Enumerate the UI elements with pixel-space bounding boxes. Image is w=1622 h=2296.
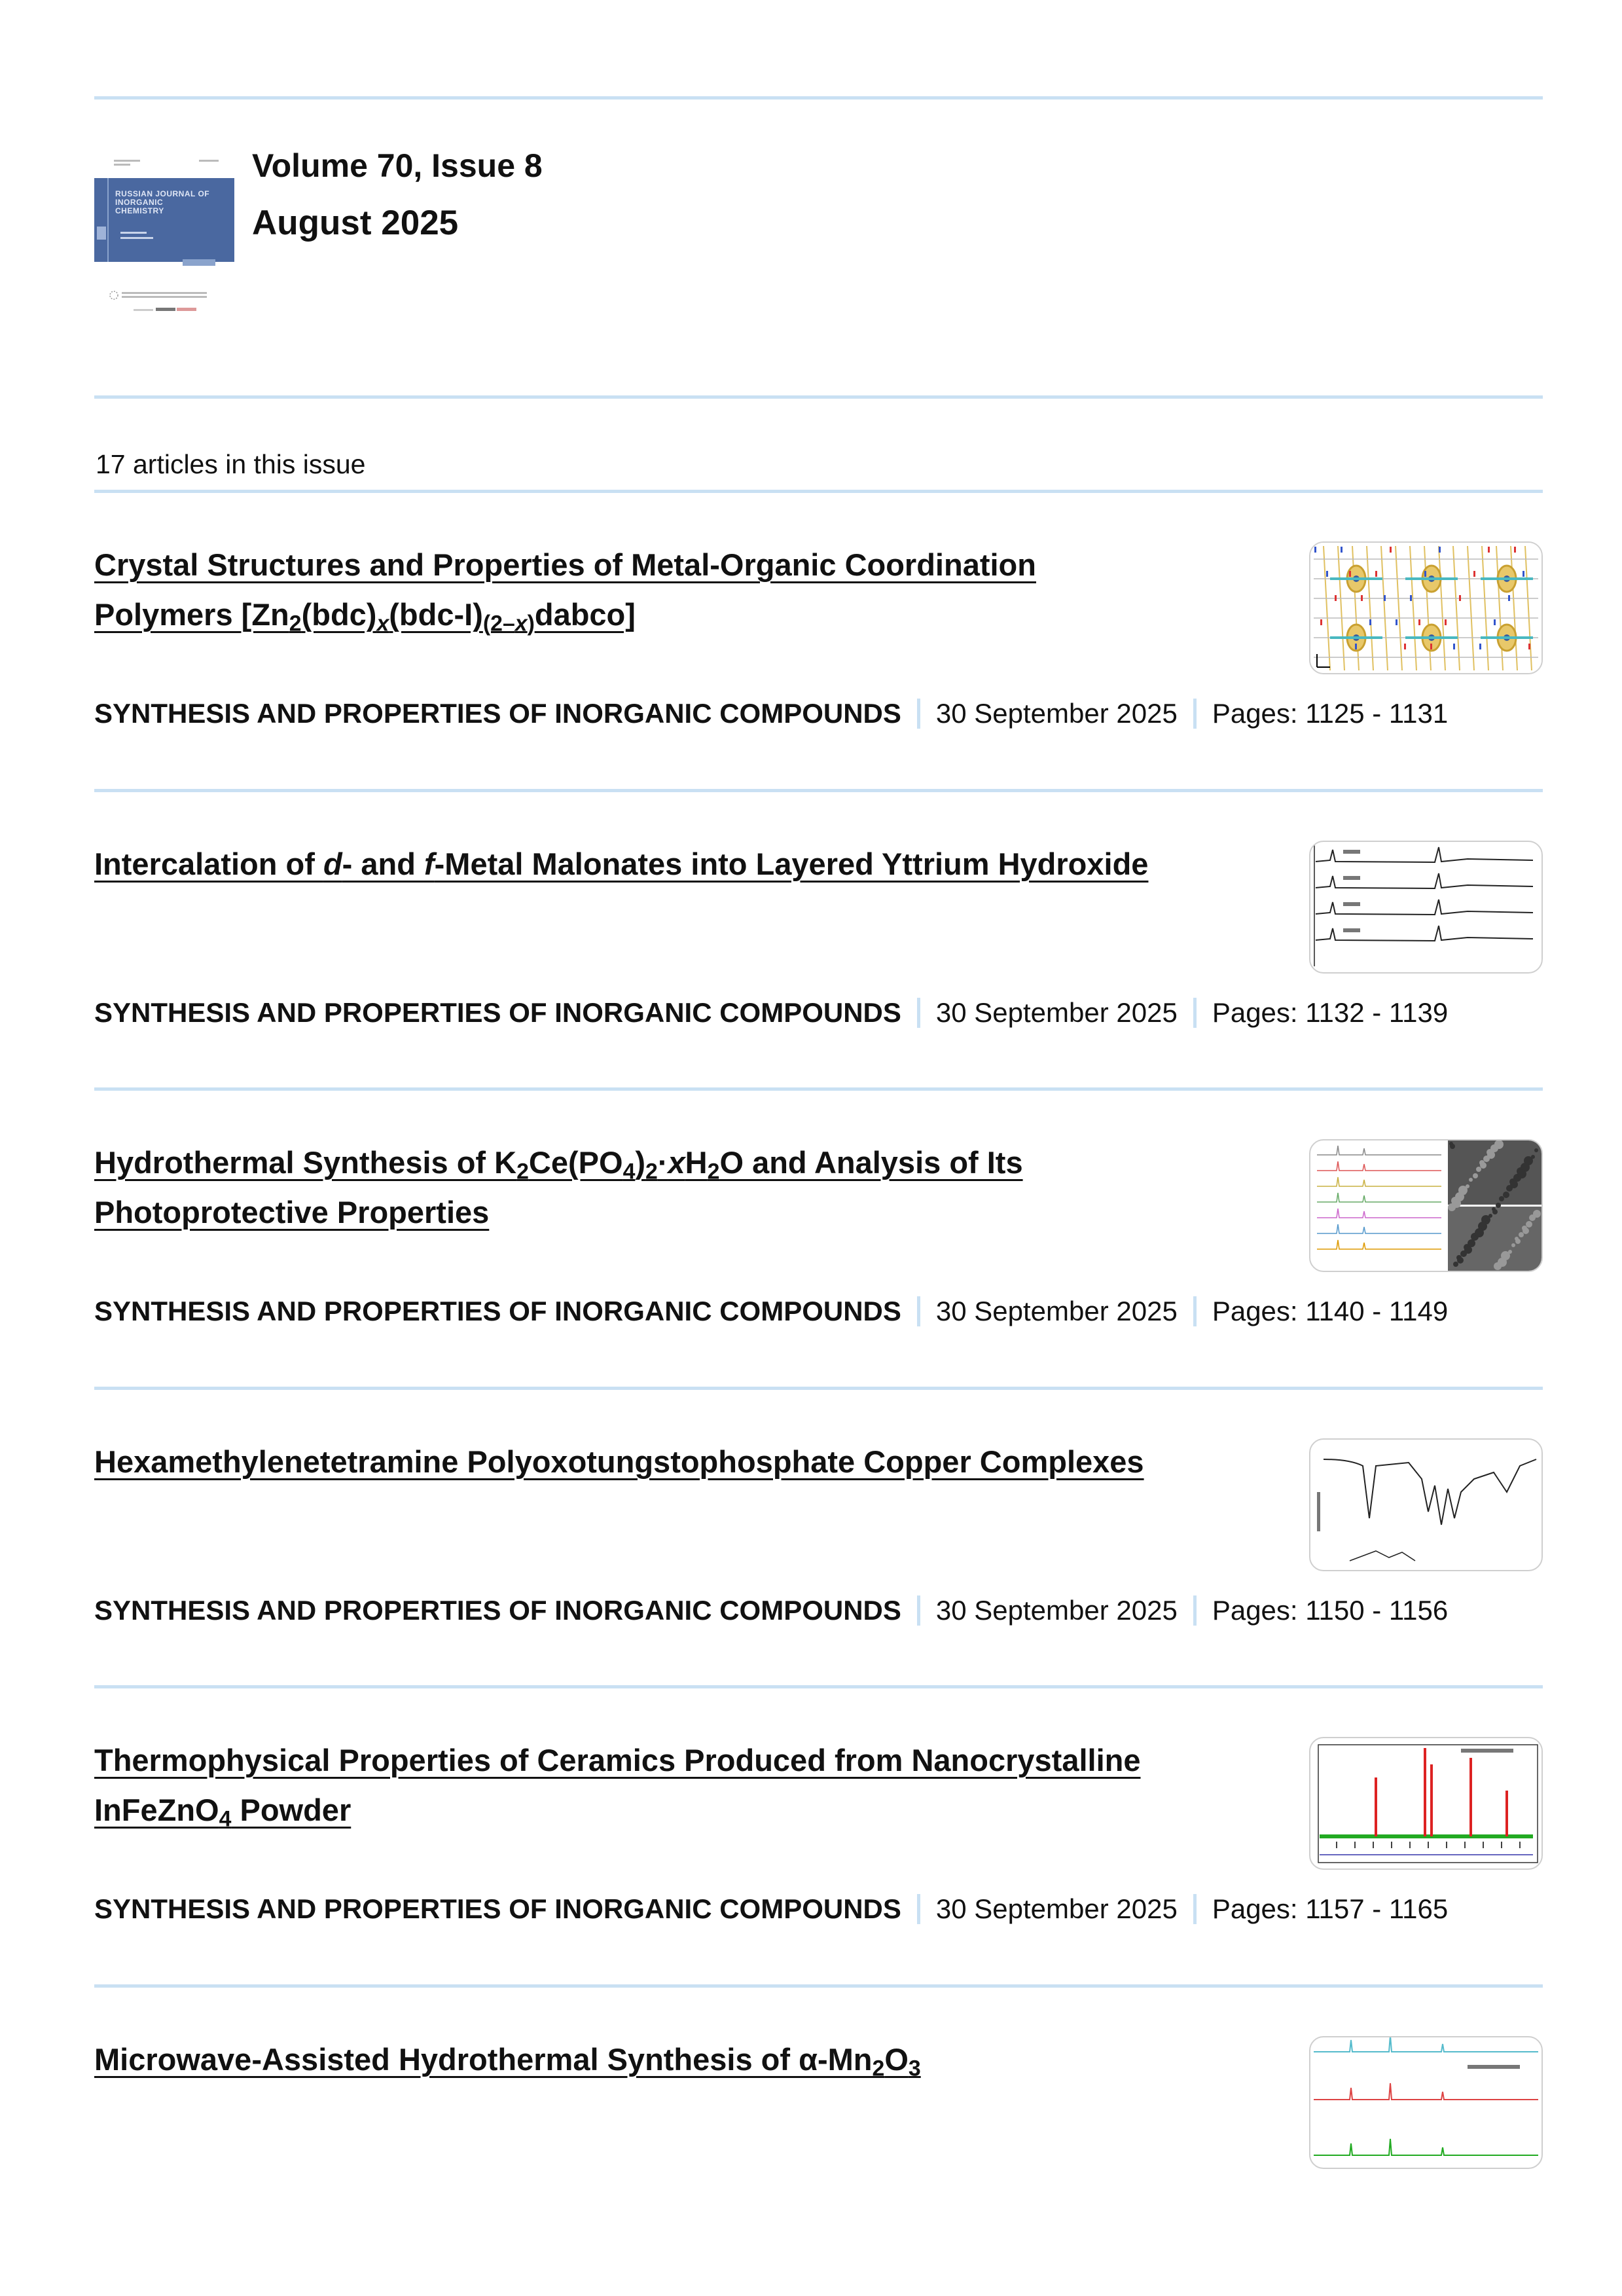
article-thumbnail-rietveld[interactable]	[1309, 1737, 1543, 1870]
article-category: SYNTHESIS AND PROPERTIES OF INORGANIC COMPOUNDS	[94, 996, 901, 1028]
article-title-link[interactable]: InFeZnO$_4$ Powder	[94, 1793, 351, 1832]
title-formula-part: 4	[622, 1159, 636, 1184]
header-divider	[94, 395, 1543, 399]
article-title-line	[94, 2035, 921, 2085]
meta-separator	[1193, 998, 1197, 1028]
article-meta	[94, 1595, 1448, 1626]
article-title	[94, 839, 1148, 889]
title-formula-part: 2	[516, 1159, 529, 1184]
article-meta	[94, 1296, 1448, 1327]
article-date: 30 September 2025	[935, 1594, 1178, 1626]
article-pages: Pages: 1125 - 1131	[1212, 698, 1449, 729]
meta-separator	[917, 699, 920, 729]
article-thumbnail-ir-spectrum[interactable]	[1309, 1438, 1543, 1571]
title-formula-part: f	[424, 846, 435, 881]
article-item	[94, 789, 1543, 1088]
article-date: 30 September 2025	[935, 698, 1178, 729]
article-title	[94, 2035, 921, 2085]
title-formula-part: x	[376, 611, 389, 636]
title-formula-part: 2	[289, 611, 302, 636]
title-formula-part: 2	[645, 1159, 658, 1184]
article-meta	[94, 1893, 1448, 1925]
article-category: SYNTHESIS AND PROPERTIES OF INORGANIC COMPOUNDS	[94, 1594, 901, 1626]
title-formula-part: 2	[872, 2055, 885, 2081]
meta-separator	[1193, 1296, 1197, 1326]
meta-separator	[917, 1595, 920, 1626]
article-title-line	[94, 540, 1036, 590]
article-pages: Pages: 1132 - 1139	[1212, 996, 1449, 1028]
title-formula-part: x	[514, 611, 528, 636]
article-title-line	[94, 839, 1148, 889]
article-divider	[94, 1087, 1543, 1091]
article-date: 30 September 2025	[935, 996, 1178, 1028]
article-pages: Pages: 1157 - 1165	[1212, 1893, 1449, 1924]
article-title-link[interactable]: Crystal Structures and Properties of Metal-Organic Coordination	[94, 547, 1036, 582]
meta-separator	[917, 1296, 920, 1326]
article-date: 30 September 2025	[935, 1893, 1178, 1924]
title-formula-part: x	[668, 1145, 685, 1180]
article-divider	[94, 1984, 1543, 1988]
journal-cover-image[interactable]	[94, 155, 234, 331]
article-title-line	[94, 590, 1036, 640]
title-formula-part: )	[527, 611, 535, 636]
article-pages: Pages: 1140 - 1149	[1212, 1296, 1449, 1326]
article-thumbnail-xrd-stack[interactable]	[1309, 841, 1543, 974]
article-title-line	[94, 1188, 1023, 1237]
article-item	[94, 1387, 1543, 1686]
article-title-line	[94, 1138, 1023, 1188]
article-thumbnail-xrd-sem[interactable]	[1309, 1139, 1543, 1272]
meta-separator	[1193, 699, 1197, 729]
article-item	[94, 1685, 1543, 1984]
article-title-line	[94, 1437, 1144, 1487]
article-divider	[94, 789, 1543, 792]
article-divider	[94, 1387, 1543, 1390]
meta-separator	[1193, 1894, 1197, 1924]
article-date: 30 September 2025	[935, 1296, 1178, 1326]
title-formula-part: 2	[707, 1159, 720, 1184]
article-meta	[94, 997, 1448, 1029]
article-title	[94, 540, 1036, 640]
title-formula-part: 3	[908, 2055, 921, 2081]
article-item	[94, 1087, 1543, 1387]
title-formula-part: 4	[219, 1806, 232, 1832]
article-category: SYNTHESIS AND PROPERTIES OF INORGANIC COMPOUNDS	[94, 698, 901, 729]
article-category: SYNTHESIS AND PROPERTIES OF INORGANIC COMPOUNDS	[94, 1893, 901, 1924]
article-title-link[interactable]: Microwave-Assisted Hydrothermal Synthesis of $\alpha-Mn_2O_3$	[94, 2041, 921, 2081]
article-title-line	[94, 1785, 1140, 1835]
article-title	[94, 1437, 1144, 1487]
article-thumbnail-crystal-structure[interactable]	[1309, 541, 1543, 674]
article-title-link[interactable]: Polymers $[Zn_2(bdc)_x(bdc-I)_{(2-x)}dabco]$	[94, 597, 636, 636]
article-count: 17 articles in this issue	[96, 449, 366, 479]
article-meta	[94, 698, 1448, 729]
article-title-link[interactable]: Intercalation of d- and f-Metal Malonates into Layered Yttrium Hydroxide	[94, 846, 1149, 881]
article-title-link[interactable]: Hexamethylenetetramine Polyoxotungstophosphate Copper Complexes	[94, 1444, 1144, 1479]
article-title-link[interactable]: Hydrothermal Synthesis of $K_2Ce(PO_4)_2\cdot xH_2O$ and Analysis of Its	[94, 1145, 1023, 1184]
article-divider	[94, 1685, 1543, 1688]
article-title	[94, 1736, 1140, 1835]
article-item	[94, 490, 1543, 789]
meta-separator	[917, 998, 920, 1028]
article-thumbnail-xrd-color[interactable]	[1309, 2036, 1543, 2169]
title-formula-part: (2–	[482, 611, 515, 636]
issue-date-label: August 2025	[252, 204, 459, 242]
article-pages: Pages: 1150 - 1156	[1212, 1594, 1449, 1626]
article-item	[94, 1984, 1543, 2284]
volume-issue-label: Volume 70, Issue 8	[252, 147, 543, 184]
article-title	[94, 1138, 1023, 1237]
article-category: SYNTHESIS AND PROPERTIES OF INORGANIC COMPOUNDS	[94, 1296, 901, 1326]
top-divider	[94, 96, 1543, 100]
article-title-link[interactable]: Thermophysical Properties of Ceramics Produced from Nanocrystalline	[94, 1743, 1141, 1777]
meta-separator	[917, 1894, 920, 1924]
meta-separator	[1193, 1595, 1197, 1626]
article-divider	[94, 490, 1543, 493]
article-title-link[interactable]: Photoprotective Properties	[94, 1195, 490, 1230]
title-formula-part: d	[323, 846, 342, 881]
article-title-line	[94, 1736, 1140, 1785]
cover-journal-title: RUSSIAN JOURNAL OF INORGANIC CHEMISTRY	[115, 189, 210, 215]
